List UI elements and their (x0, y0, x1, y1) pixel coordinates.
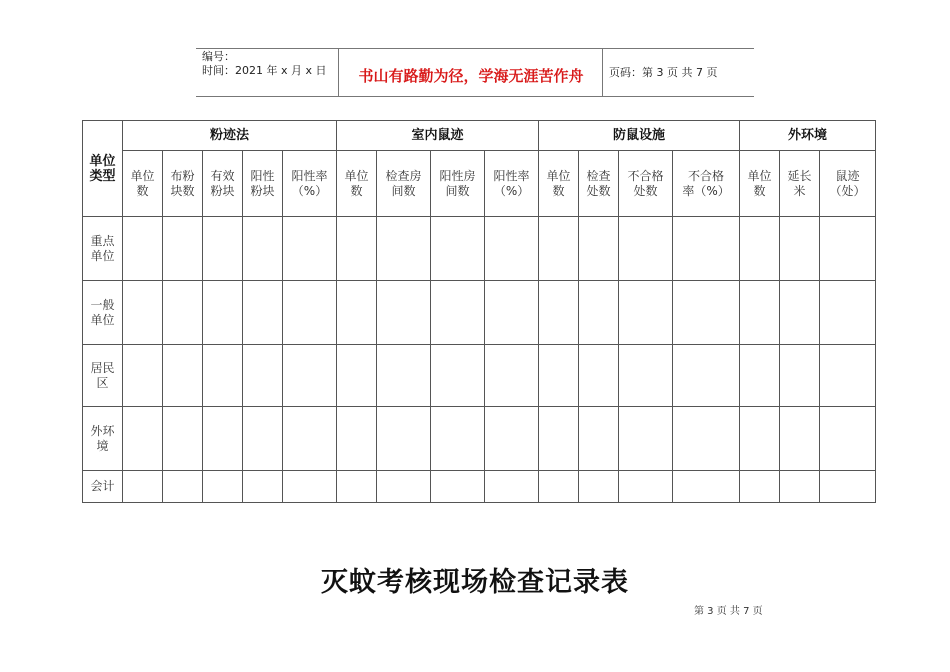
table-cell[interactable] (243, 281, 283, 345)
table-cell[interactable] (820, 281, 876, 345)
subheader-cell: 阳性 粉块 (243, 151, 283, 217)
table-cell[interactable] (740, 407, 780, 471)
table-cell[interactable] (673, 217, 740, 281)
table-cell[interactable] (539, 407, 579, 471)
table-cell[interactable] (539, 345, 579, 407)
table-cell[interactable] (283, 471, 337, 503)
table-cell[interactable] (163, 407, 203, 471)
table-cell[interactable] (243, 345, 283, 407)
table-cell[interactable] (377, 217, 431, 281)
row-label: 重点 单位 (83, 217, 123, 281)
table-cell[interactable] (740, 281, 780, 345)
table-cell[interactable] (820, 471, 876, 503)
table-cell[interactable] (485, 471, 539, 503)
table-cell[interactable] (485, 217, 539, 281)
table-cell[interactable] (163, 345, 203, 407)
row-label: 外环 境 (83, 407, 123, 471)
table-cell[interactable] (619, 345, 673, 407)
group-header-outdoor-environment: 外环境 (740, 121, 876, 151)
document-time-label: 时间：2021 年 x 月 x 日 (202, 64, 327, 77)
table-cell[interactable] (820, 217, 876, 281)
table-cell[interactable] (619, 217, 673, 281)
table-cell[interactable] (283, 407, 337, 471)
header-page-code: 页码：第 3 页 共 7 页 (609, 66, 718, 79)
table-cell[interactable] (123, 345, 163, 407)
header-motto: 书山有路勤为径，学海无涯苦作舟 (358, 67, 584, 85)
subheader-cell: 检查房 间数 (377, 151, 431, 217)
table-cell[interactable] (337, 471, 377, 503)
table-cell[interactable] (243, 471, 283, 503)
table-cell[interactable] (337, 281, 377, 345)
table-cell[interactable] (203, 471, 243, 503)
table-cell[interactable] (163, 217, 203, 281)
table-cell[interactable] (539, 281, 579, 345)
table-cell[interactable] (619, 471, 673, 503)
subheader-cell: 检查 处数 (579, 151, 619, 217)
table-cell[interactable] (377, 281, 431, 345)
table-row (83, 345, 876, 407)
row-label: 会计 (83, 471, 123, 503)
table-cell[interactable] (123, 471, 163, 503)
table-cell[interactable] (673, 471, 740, 503)
unit-type-header: 单位 类型 (83, 121, 123, 217)
table-cell[interactable] (673, 281, 740, 345)
table-cell[interactable] (485, 407, 539, 471)
table-cell[interactable] (579, 217, 619, 281)
table-cell[interactable] (780, 407, 820, 471)
table-cell[interactable] (203, 345, 243, 407)
table-cell[interactable] (579, 281, 619, 345)
table-cell[interactable] (579, 471, 619, 503)
table-cell[interactable] (740, 345, 780, 407)
subheader-cell: 单位 数 (337, 151, 377, 217)
table-cell[interactable] (431, 281, 485, 345)
subheader-cell: 不合格 处数 (619, 151, 673, 217)
table-cell[interactable] (243, 407, 283, 471)
table-cell[interactable] (485, 281, 539, 345)
group-header-powder-method: 粉迹法 (123, 121, 337, 151)
header-separator-left (338, 48, 339, 96)
table-cell[interactable] (431, 407, 485, 471)
table-cell[interactable] (123, 217, 163, 281)
table-cell[interactable] (780, 471, 820, 503)
header-separator-right (602, 48, 603, 96)
subheader-cell: 阳性房 间数 (431, 151, 485, 217)
group-header-indoor-rat-traces: 室内鼠迹 (337, 121, 539, 151)
group-header-rodent-proof-facilities: 防鼠设施 (539, 121, 740, 151)
table-cell[interactable] (337, 217, 377, 281)
document-title: 灭蚊考核现场检查记录表 (321, 567, 629, 598)
table-cell[interactable] (820, 407, 876, 471)
table-cell[interactable] (780, 217, 820, 281)
subheader-cell: 延长 米 (780, 151, 820, 217)
table-cell[interactable] (203, 407, 243, 471)
document-number-label: 编号： (202, 50, 235, 63)
table-cell[interactable] (337, 345, 377, 407)
table-cell[interactable] (283, 217, 337, 281)
subheader-cell: 不合格 率（%） (673, 151, 740, 217)
table-cell[interactable] (203, 217, 243, 281)
table-cell[interactable] (377, 471, 431, 503)
table-row (83, 407, 876, 471)
table-cell[interactable] (431, 471, 485, 503)
page-footer: 第 3 页 共 7 页 (694, 606, 763, 617)
table-cell[interactable] (377, 345, 431, 407)
row-label: 一般 单位 (83, 281, 123, 345)
table-cell[interactable] (579, 407, 619, 471)
table-cell[interactable] (619, 281, 673, 345)
subheader-cell: 单位 数 (123, 151, 163, 217)
table-cell[interactable] (539, 217, 579, 281)
table-cell[interactable] (673, 407, 740, 471)
row-label: 居民 区 (83, 345, 123, 407)
table-cell[interactable] (740, 471, 780, 503)
table-cell[interactable] (619, 407, 673, 471)
table-cell[interactable] (740, 217, 780, 281)
subheader-cell: 阳性率 （%） (283, 151, 337, 217)
group-header-row (83, 121, 876, 151)
table-cell[interactable] (283, 281, 337, 345)
table-cell[interactable] (579, 345, 619, 407)
table-cell[interactable] (123, 407, 163, 471)
table-cell[interactable] (377, 407, 431, 471)
table-row (83, 281, 876, 345)
subheader-cell: 布粉 块数 (163, 151, 203, 217)
table-row (83, 471, 876, 503)
table-cell[interactable] (780, 345, 820, 407)
inspection-table (82, 120, 876, 503)
table-cell[interactable] (123, 281, 163, 345)
table-cell[interactable] (820, 345, 876, 407)
table-cell[interactable] (283, 345, 337, 407)
table-cell[interactable] (243, 217, 283, 281)
table-row (83, 217, 876, 281)
subheader-cell: 鼠迹 （处） (820, 151, 876, 217)
table-cell[interactable] (780, 281, 820, 345)
subheader-cell: 单位 数 (539, 151, 579, 217)
subheader-cell: 阳性率 （%） (485, 151, 539, 217)
table-cell[interactable] (539, 471, 579, 503)
table-cell[interactable] (431, 345, 485, 407)
subheader-cell: 有效 粉块 (203, 151, 243, 217)
table-cell[interactable] (431, 217, 485, 281)
table-cell[interactable] (163, 281, 203, 345)
table-cell[interactable] (163, 471, 203, 503)
header-top-rule (196, 48, 754, 49)
table-cell[interactable] (337, 407, 377, 471)
table-cell[interactable] (203, 281, 243, 345)
subheader-cell: 单位 数 (740, 151, 780, 217)
table-cell[interactable] (673, 345, 740, 407)
subheader-row (83, 151, 876, 217)
header-bottom-rule (196, 96, 754, 97)
table-cell[interactable] (485, 345, 539, 407)
